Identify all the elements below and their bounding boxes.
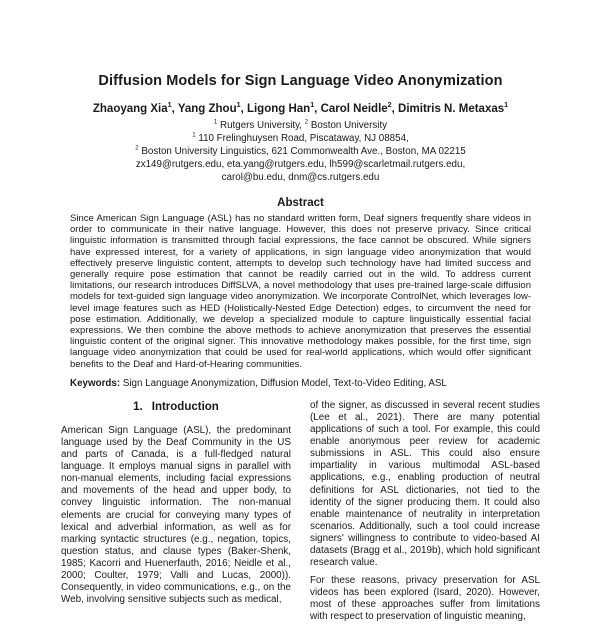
abstract-heading: Abstract (277, 197, 324, 209)
author-separator: , (171, 103, 178, 115)
keywords-label: Keywords: (70, 377, 121, 389)
author-separator: , (240, 103, 247, 115)
affiliation-text: Boston University Linguistics, 621 Commonwealth Ave., Boston, MA 02215 (138, 146, 466, 157)
author-name: Carol Neidle (320, 103, 388, 115)
authors-line (61, 102, 540, 116)
affiliation-superscript: 1 (213, 119, 218, 126)
right-column (310, 400, 540, 624)
section-number: 1. (133, 400, 143, 413)
author-name: Dimitris N. Metaxas (398, 103, 505, 115)
intro-paragraph-right-2: For these reasons, privacy preservation for ASL videos has been explored (Isard, 2020). However, most of these approaches suffer from limitations with respect to preservation of linguistic meaning, (310, 575, 540, 623)
author (247, 103, 321, 115)
abstract-text: Since American Sign Language (ASL) has no standard written form, Deaf signers frequently share videos in order to communicate in their native language. However, this does not preserve privacy. Since critical linguistic information is transmitted through facial expressions, the face cannot be obscured. While signers have expressed interest, for a variety of applications, in sign language video anonymization that would effectively preserve linguistic content, attempts to develop such technology have had limited success and generally require pose estimation that cannot be readily carried out in the wild. To address current limitations, our research introduces DiffSLVA, a novel methodology that uses pre-trained large-scale diffusion models for text-guided sign language video anonymization. We incorporate ControlNet, which leverages low-level image features such as HED (Holistically-Nested Edge Detection) edges, to circumvent the need for pose estimation. Additionally, we develop a specialized module to capture linguistically essential facial expressions. We then combine the above methods to achieve anonymization that preserves the essential linguistic content of the original signer. This innovative methodology makes possible, for the first time, sign language video anonymization that could be used for real-world applications, which would offer significant benefits to the Deaf and Hard-of-Hearing communities. (70, 213, 531, 370)
affiliation-superscript: 2 (304, 119, 309, 126)
affiliation-superscript: 2 (135, 145, 139, 152)
email-line: carol@bu.edu, dnm@cs.rutgers.edu (221, 172, 380, 183)
author-affiliation-superscript: 2 (387, 101, 392, 110)
intro-paragraph-left: American Sign Language (ASL), the predominant language used by the Deaf Community in the US and parts of Canada, is a full-fledged natural language. It employs manual signs in parallel with non-manual elements, including facial expressions and movements of the head and upper body, to convey linguistic information. The non-manual elements are crucial for conveying many types of lexical and adverbial information, as well as for marking syntactic structures (e.g., negation, topics, question status, and clause types (Baker-Shenk, 1985; Kacorri and Huenerfauth, 2016; Neidle et al., 2000; Coulter, 1979; Valli and Lucas, 2000)). Consequently, in video communications, e.g., on the Web, involving sensitive subjects such as medical, (61, 424, 291, 606)
affiliations-block (61, 119, 540, 184)
author-affiliation-superscript: 1 (236, 101, 241, 110)
author-name: Zhaoyang Xia (92, 103, 168, 115)
author-name: Ligong Han (246, 103, 311, 115)
intro-paragraph-right-1: of the signer, as discussed in several recent studies (Lee et al., 2021). There are many potential applications of such a tool. For example, this could enable anonymous peer review for academic submissions in ASL. This could also ensure impartiality in various multimodal ASL-based applications, e.g., enabling production of neutral definitions for ASL dictionaries, not tied to the identity of the signer producing them. It could also enable maintenance of neutrality in interpretation scenarios. Additionally, such a tool could increase signers' willingness to contribute to video-based AI datasets (Bragg et al., 2019b), which hold significant research value. (310, 399, 540, 569)
affiliation-text: Boston University (308, 120, 388, 131)
author (93, 103, 178, 115)
two-column-body (61, 400, 540, 624)
author-affiliation-superscript: 1 (167, 101, 172, 110)
email-line: zx149@rutgers.edu, eta.yang@rutgers.edu, lh599@scarletmail.rutgers.edu, (135, 159, 466, 170)
affiliation-text: Rutgers University, (217, 120, 305, 131)
keywords-line (70, 378, 531, 390)
affiliation-text: 110 Frelinghuysen Road, Piscataway, NJ 08854, (195, 133, 409, 144)
affiliation-superscript: 1 (192, 132, 196, 139)
author (398, 103, 508, 115)
author (321, 103, 398, 115)
author (178, 103, 247, 115)
section-heading-introduction (61, 400, 291, 414)
keywords-text: Sign Language Anonymization, Diffusion Model, Text-to-Video Editing, ASL (120, 377, 447, 389)
author-name: Yang Zhou (177, 103, 237, 115)
author-affiliation-superscript: 1 (310, 101, 315, 110)
author-separator: , (314, 103, 321, 115)
section-title: Introduction (151, 400, 219, 413)
left-column (61, 400, 291, 606)
author-affiliation-superscript: 1 (504, 101, 509, 110)
paper-title: Diffusion Models for Sign Language Video Anonymization (98, 73, 503, 89)
affiliation-line (61, 132, 540, 145)
affiliation-line (61, 119, 540, 132)
affiliation-line (61, 145, 540, 158)
author-separator: , (391, 103, 399, 115)
